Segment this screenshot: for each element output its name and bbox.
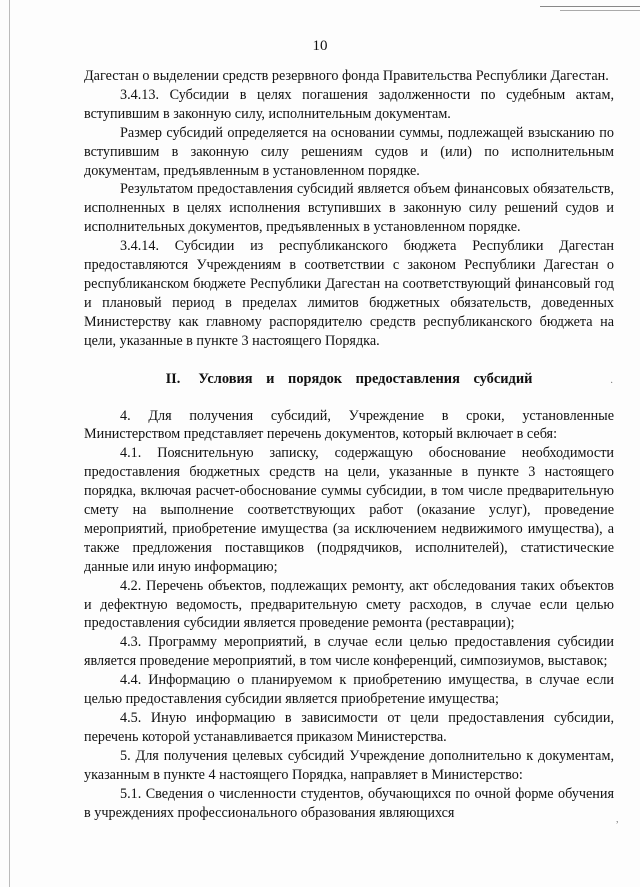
section-number: II. xyxy=(165,370,181,387)
paragraph: 4. Для получения субсидий, Учреждение в сроки, установленные Министерством представляет перечень документов, который включает в себя: xyxy=(84,407,614,443)
paragraph: 4.2. Перечень объектов, подлежащих ремонту, акт обследования таких объектов и дефектную ведомость, предварительную смету расходов, в случае если целью предоставления субсидии является проведение ремонта (реставрации); xyxy=(84,577,614,632)
scan-speck: · xyxy=(610,378,614,389)
document-body xyxy=(84,67,614,822)
scan-artifact-top-2 xyxy=(560,10,640,11)
scan-artifact-top xyxy=(540,6,640,7)
paragraph: 3.4.13. Субсидии в целях погашения задолженности по судебным актам, вступившим в законную силу, исполнительным документам. xyxy=(84,86,614,122)
paragraph: 3.4.14. Субсидии из республиканского бюджета Республики Дагестан предоставляются Учреждениям в соответствии с законом Республики Дагестан о республиканском бюджете Республики Дагестан на соответствующий финансовый год и плановый период в пределах лимитов бюджетных обязательств, доведенных Министерству как главному распорядителю средств республиканского бюджета на цели, указанные в пункте 3 настоящего Порядка. xyxy=(84,238,614,349)
paragraph: Дагестан о выделении средств резервного фонда Правительства Республики Дагестан. xyxy=(84,68,609,84)
paragraph: 4.1. Пояснительную записку, содержащую обоснование необходимости предоставления бюджетных средств на цели, указанные в пункте 3 настоящего порядка, включая расчет-обоснование суммы субсидии, в том числе предварительную смету на выполнение соответствующих работ (оказание услуг), проведение мероприятий, приобретение имущества (за исключением недвижимого имущества), а также предложения поставщиков (подрядчиков, исполнителей), статистические данные или иную информацию; xyxy=(84,445,614,575)
paragraphs-top xyxy=(84,67,614,351)
paragraph: 4.5. Иную информацию в зависимости от цели предоставления субсидии, перечень которой устанавливается приказом Министерства. xyxy=(84,710,614,745)
page-number: 10 xyxy=(312,38,328,54)
paragraph: 5.1. Сведения о численности студентов, обучающихся по очной форме обучения в учреждениях профессионального образования являющихся xyxy=(84,785,614,821)
paragraph: 5. Для получения целевых субсидий Учреждение дополнительно к документам, указанным в пункте 4 настоящего Порядка, направляет в Министерство: xyxy=(84,747,614,783)
scan-left-edge xyxy=(9,0,10,887)
paragraphs-bottom xyxy=(84,407,614,823)
section-heading xyxy=(84,370,614,389)
scan-speck: , xyxy=(616,814,619,825)
paragraph: Размер субсидий определяется на основании суммы, подлежащей взысканию по вступившим в законную силу решениям судов и (или) по исполнительным документам, предъявленным в установленном порядке. xyxy=(84,124,614,179)
paragraph: Результатом предоставления субсидий является объем финансовых обязательств, исполненных в целях исполнения вступивших в законную силу решений судов и исполнительных документов, предъявленных в установленном порядке. xyxy=(84,181,614,236)
section-title: Условия и порядок предоставления субсидий xyxy=(198,370,533,387)
paragraph: 4.3. Программу мероприятий, в случае если целью предоставления субсидии является проведение мероприятий, в том числе конференций, симпозиумов, выставок; xyxy=(84,634,614,670)
paragraph: 4.4. Информацию о планируемом к приобретению имущества, в случае если целью предоставления субсидии является приобретение имущества; xyxy=(84,672,614,708)
